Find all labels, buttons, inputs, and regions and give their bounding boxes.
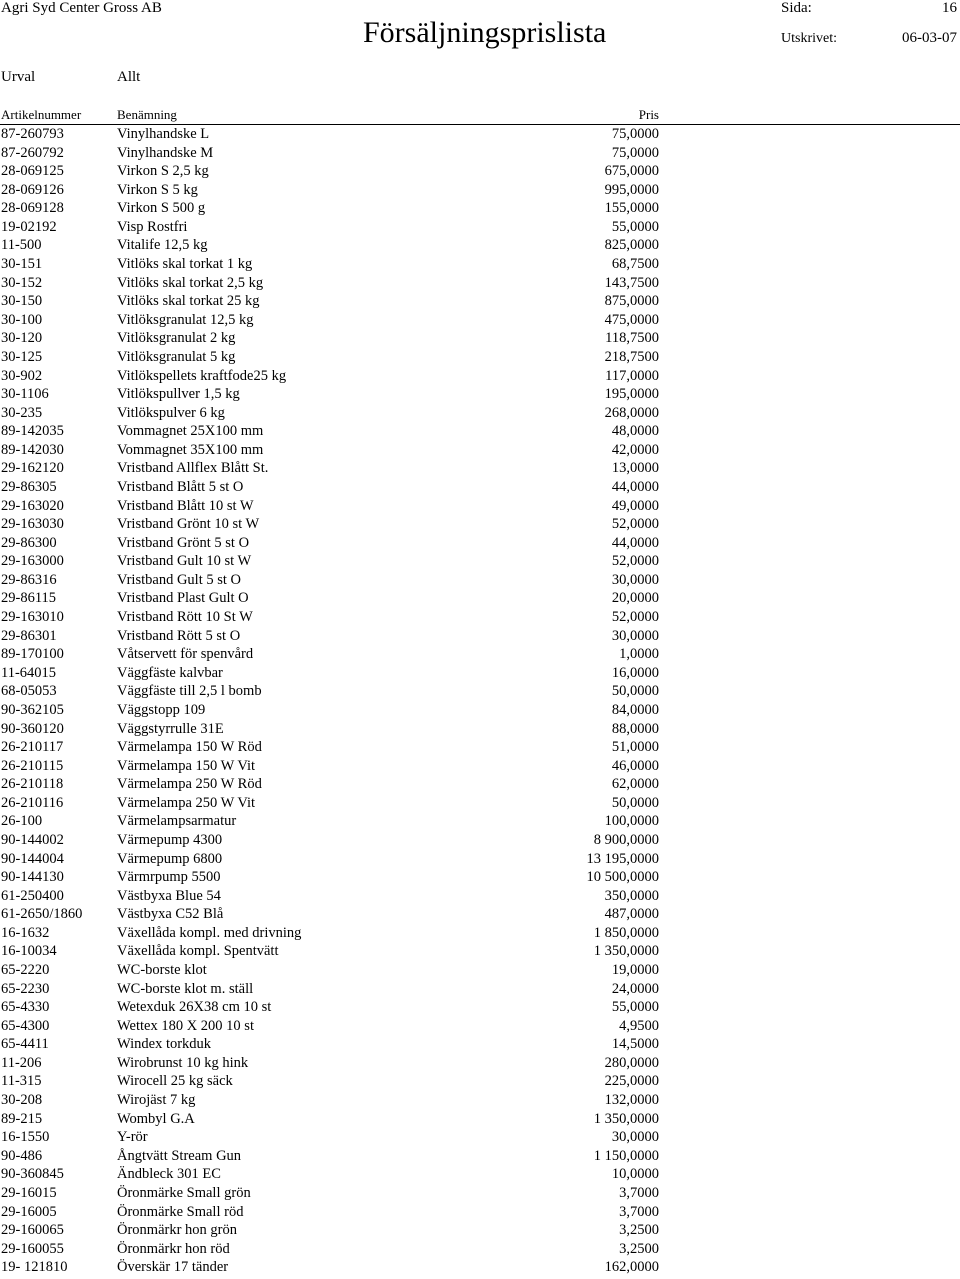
price-value: 195,0000 <box>604 386 659 403</box>
price-value: 20,0000 <box>611 590 659 607</box>
price-value: 3,2500 <box>619 1222 659 1239</box>
product-name: Våtservett för spenvård <box>117 646 254 663</box>
article-number: 28-069125 <box>1 163 64 180</box>
price-value: 13 195,0000 <box>586 850 659 867</box>
table-row <box>0 980 960 999</box>
price-value: 30,0000 <box>611 571 659 588</box>
printed-label: Utskrivet: <box>781 31 837 46</box>
price-value: 132,0000 <box>604 1092 659 1109</box>
price-value: 225,0000 <box>604 1073 659 1090</box>
article-number: 29-16015 <box>1 1184 57 1201</box>
product-name: Värmepump 6800 <box>117 850 223 867</box>
article-number: 89-215 <box>1 1110 43 1127</box>
product-name: Vitlöks skal torkat 2,5 kg <box>117 274 264 291</box>
table-row <box>0 515 960 534</box>
price-value: 52,0000 <box>611 553 659 570</box>
table-row <box>0 831 960 850</box>
price-value: 46,0000 <box>611 757 659 774</box>
table-row <box>0 961 960 980</box>
table-row <box>0 292 960 311</box>
table-row <box>0 1258 960 1277</box>
article-number: 11-500 <box>1 237 42 254</box>
table-row <box>0 664 960 683</box>
table-row <box>0 738 960 757</box>
price-value: 62,0000 <box>611 776 659 793</box>
page-number: 16 <box>942 0 957 16</box>
table-row <box>0 497 960 516</box>
table-row <box>0 812 960 831</box>
product-name: Vristband Allflex Blått St. <box>117 460 269 477</box>
product-name: Värmelampa 250 W Vit <box>117 794 256 811</box>
table-row <box>0 348 960 367</box>
article-number: 90-486 <box>1 1147 43 1164</box>
article-number: 87-260793 <box>1 126 64 142</box>
article-number: 89-170100 <box>1 646 64 663</box>
price-value: 1 150,0000 <box>593 1147 659 1164</box>
table-row <box>0 1184 960 1203</box>
price-value: 75,0000 <box>611 126 659 142</box>
article-number: 90-362105 <box>1 701 64 718</box>
product-name: Wirobrunst 10 kg hink <box>117 1054 249 1071</box>
table-row <box>0 701 960 720</box>
table-row <box>0 1203 960 1222</box>
article-number: 16-1632 <box>1 924 50 941</box>
table-row <box>0 199 960 218</box>
product-name: Y-rör <box>117 1129 148 1146</box>
article-number: 30-902 <box>1 367 43 384</box>
table-row <box>0 942 960 961</box>
product-name: Vinylhandske L <box>117 126 210 142</box>
table-row <box>0 757 960 776</box>
table-row <box>0 589 960 608</box>
article-number: 65-4300 <box>1 1017 50 1034</box>
price-value: 13,0000 <box>611 460 659 477</box>
price-value: 995,0000 <box>604 181 659 198</box>
table-row <box>0 1147 960 1166</box>
price-value: 117,0000 <box>605 367 659 384</box>
article-number: 26-210118 <box>1 776 64 793</box>
table-row <box>0 125 960 144</box>
product-name: Växellåda kompl. med drivning <box>117 924 302 941</box>
article-number: 29-86300 <box>1 534 57 551</box>
product-name: Öronmärke Small röd <box>117 1203 244 1220</box>
table-row <box>0 404 960 423</box>
article-number: 11-315 <box>1 1073 42 1090</box>
product-name: Väggstopp 109 <box>117 701 206 718</box>
article-number: 30-152 <box>1 274 43 291</box>
product-name: Wombyl G.A <box>117 1110 195 1127</box>
selection-label: Urval <box>1 69 36 85</box>
article-number: 29-163030 <box>1 516 64 533</box>
product-name: Väggfäste kalvbar <box>117 664 223 681</box>
article-number: 90-144002 <box>1 831 64 848</box>
price-value: 30,0000 <box>611 627 659 644</box>
product-name: Windex torkduk <box>117 1036 212 1053</box>
product-name: Vitlökspellets kraftfode25 kg <box>117 367 287 384</box>
product-name: Wettex 180 X 200 10 st <box>117 1017 254 1034</box>
product-name: Vitlöks skal torkat 25 kg <box>117 293 260 310</box>
article-number: 29-86115 <box>1 590 57 607</box>
article-number: 30-1106 <box>1 386 49 403</box>
article-number: 29-160055 <box>1 1240 64 1257</box>
price-value: 1,0000 <box>619 646 659 663</box>
product-name: Vitalife 12,5 kg <box>117 237 208 254</box>
table-row <box>0 311 960 330</box>
product-name: Virkon S 2,5 kg <box>117 163 209 180</box>
product-name: Vinylhandske M <box>117 144 214 161</box>
table-row <box>0 1035 960 1054</box>
price-value: 52,0000 <box>611 609 659 626</box>
table-row <box>0 645 960 664</box>
product-name: Öronmärkr hon röd <box>117 1240 230 1257</box>
price-value: 88,0000 <box>611 720 659 737</box>
table-row <box>0 924 960 943</box>
column-header-price: Pris <box>638 107 659 122</box>
price-value: 19,0000 <box>611 962 659 979</box>
price-value: 50,0000 <box>611 683 659 700</box>
product-name: Wetexduk 26X38 cm 10 st <box>117 999 272 1016</box>
article-number: 28-069128 <box>1 200 64 217</box>
article-number: 30-235 <box>1 404 43 421</box>
product-name: Vristband Plast Gult O <box>117 590 249 607</box>
product-name: Vitlöksgranulat 12,5 kg <box>117 311 254 328</box>
product-name: Värmepump 4300 <box>117 831 223 848</box>
product-name: Värmelampsarmatur <box>117 813 237 830</box>
article-number: 29-86305 <box>1 478 57 495</box>
table-row <box>0 571 960 590</box>
article-number: 29-163000 <box>1 553 64 570</box>
table-row <box>0 887 960 906</box>
column-header-article: Artikelnummer <box>1 107 82 122</box>
table-row <box>0 608 960 627</box>
article-number: 65-4411 <box>1 1036 49 1053</box>
product-name: Vitlöksgranulat 2 kg <box>117 330 236 347</box>
product-name: Ångtvätt Stream Gun <box>117 1147 242 1164</box>
product-name: Vristband Grönt 10 st W <box>117 516 260 533</box>
price-value: 50,0000 <box>611 794 659 811</box>
article-number: 16-1550 <box>1 1129 50 1146</box>
product-name: Väggfäste till 2,5 l bomb <box>117 683 262 700</box>
price-value: 3,2500 <box>619 1240 659 1257</box>
article-number: 89-142035 <box>1 423 64 440</box>
price-value: 48,0000 <box>611 423 659 440</box>
price-list-table <box>0 125 960 1277</box>
price-value: 280,0000 <box>604 1054 659 1071</box>
table-row <box>0 534 960 553</box>
table-row <box>0 441 960 460</box>
product-name: Vristband Blått 5 st O <box>117 478 244 495</box>
price-value: 1 350,0000 <box>593 1110 659 1127</box>
table-row <box>0 236 960 255</box>
article-number: 30-151 <box>1 256 43 273</box>
article-number: 90-144004 <box>1 850 64 867</box>
article-number: 29-160065 <box>1 1222 64 1239</box>
article-number: 68-05053 <box>1 683 57 700</box>
article-number: 30-120 <box>1 330 43 347</box>
table-row <box>0 1072 960 1091</box>
product-name: Virkon S 5 kg <box>117 181 198 198</box>
price-value: 49,0000 <box>611 497 659 514</box>
table-row <box>0 274 960 293</box>
article-number: 11-64015 <box>1 664 57 681</box>
product-name: Värmelampa 150 W Röd <box>117 739 262 756</box>
price-value: 8 900,0000 <box>593 831 659 848</box>
price-value: 44,0000 <box>611 534 659 551</box>
table-row <box>0 682 960 701</box>
price-value: 16,0000 <box>611 664 659 681</box>
table-row <box>0 385 960 404</box>
table-row <box>0 1128 960 1147</box>
price-value: 44,0000 <box>611 478 659 495</box>
table-row <box>0 162 960 181</box>
price-value: 155,0000 <box>604 200 659 217</box>
product-name: WC-borste klot m. ställ <box>117 980 254 997</box>
table-row <box>0 459 960 478</box>
price-value: 118,7500 <box>605 330 659 347</box>
product-name: Vristband Gult 10 st W <box>117 553 252 570</box>
table-row <box>0 422 960 441</box>
price-value: 75,0000 <box>611 144 659 161</box>
article-number: 29-163020 <box>1 497 64 514</box>
price-value: 162,0000 <box>604 1259 659 1276</box>
price-value: 51,0000 <box>611 739 659 756</box>
article-number: 65-4330 <box>1 999 50 1016</box>
product-name: Vommagnet 35X100 mm <box>117 441 264 458</box>
price-value: 100,0000 <box>604 813 659 830</box>
price-value: 487,0000 <box>604 906 659 923</box>
article-number: 87-260792 <box>1 144 64 161</box>
product-name: Väggstyrrulle 31E <box>117 720 224 737</box>
product-name: Vitlökspulver 6 kg <box>117 404 225 421</box>
article-number: 30-125 <box>1 348 43 365</box>
article-number: 29-86316 <box>1 571 57 588</box>
article-number: 30-208 <box>1 1092 43 1109</box>
table-row <box>0 255 960 274</box>
page-label: Sida: <box>781 0 812 16</box>
column-header-name: Benämning <box>117 107 177 122</box>
product-name: Visp Rostfri <box>117 218 188 235</box>
price-value: 24,0000 <box>611 980 659 997</box>
article-number: 61-250400 <box>1 887 64 904</box>
table-row <box>0 329 960 348</box>
article-number: 29-163010 <box>1 609 64 626</box>
price-value: 42,0000 <box>611 441 659 458</box>
price-value: 14,5000 <box>611 1036 659 1053</box>
table-row <box>0 1091 960 1110</box>
article-number: 16-10034 <box>1 943 57 960</box>
product-name: Värmelampa 250 W Röd <box>117 776 262 793</box>
table-row <box>0 1017 960 1036</box>
product-name: Överskär 17 tänder <box>117 1259 229 1276</box>
product-name: Öronmärkr hon grön <box>117 1222 238 1239</box>
price-value: 350,0000 <box>604 887 659 904</box>
product-name: WC-borste klot <box>117 962 207 979</box>
product-name: Virkon S 500 g <box>117 200 206 217</box>
product-name: Vristband Blått 10 st W <box>117 497 254 514</box>
product-name: Vitlöksgranulat 5 kg <box>117 348 236 365</box>
product-name: Västbyxa C52 Blå <box>117 906 224 923</box>
product-name: Wirocell 25 kg säck <box>117 1073 233 1090</box>
price-value: 10 500,0000 <box>586 869 659 886</box>
price-value: 3,7000 <box>619 1203 659 1220</box>
price-value: 55,0000 <box>611 218 659 235</box>
price-value: 30,0000 <box>611 1129 659 1146</box>
article-number: 26-210116 <box>1 794 64 811</box>
table-row <box>0 627 960 646</box>
price-value: 218,7500 <box>604 348 659 365</box>
article-number: 30-100 <box>1 311 43 328</box>
article-number: 30-150 <box>1 293 43 310</box>
price-value: 268,0000 <box>604 404 659 421</box>
price-value: 143,7500 <box>604 274 659 291</box>
price-value: 68,7500 <box>611 256 659 273</box>
article-number: 26-210115 <box>1 757 64 774</box>
price-value: 1 850,0000 <box>593 924 659 941</box>
product-name: Vristband Rött 5 st O <box>117 627 241 644</box>
article-number: 19- 121810 <box>1 1259 68 1276</box>
table-row <box>0 181 960 200</box>
product-name: Värmelampa 150 W Vit <box>117 757 256 774</box>
price-value: 4,9500 <box>619 1017 659 1034</box>
product-name: Vitlökspullver 1,5 kg <box>117 386 240 403</box>
product-name: Vristband Grönt 5 st O <box>117 534 250 551</box>
article-number: 28-069126 <box>1 181 64 198</box>
article-number: 19-02192 <box>1 218 57 235</box>
price-value: 3,7000 <box>619 1184 659 1201</box>
price-value: 475,0000 <box>604 311 659 328</box>
product-name: Wirojäst 7 kg <box>117 1092 196 1109</box>
price-value: 52,0000 <box>611 516 659 533</box>
price-value: 825,0000 <box>604 237 659 254</box>
product-name: Öronmärke Small grön <box>117 1184 251 1201</box>
article-number: 90-360845 <box>1 1166 64 1183</box>
table-row <box>0 720 960 739</box>
table-row <box>0 1221 960 1240</box>
table-row <box>0 1110 960 1129</box>
article-number: 65-2220 <box>1 962 50 979</box>
price-value: 10,0000 <box>611 1166 659 1183</box>
table-row <box>0 478 960 497</box>
article-number: 90-144130 <box>1 869 64 886</box>
table-row <box>0 144 960 163</box>
document-title: Försäljningsprislista <box>363 16 607 49</box>
article-number: 29-86301 <box>1 627 57 644</box>
price-value: 875,0000 <box>604 293 659 310</box>
product-name: Vitlöks skal torkat 1 kg <box>117 256 253 273</box>
article-number: 29-16005 <box>1 1203 57 1220</box>
product-name: Ändbleck 301 EC <box>117 1166 221 1183</box>
article-number: 29-162120 <box>1 460 64 477</box>
price-value: 675,0000 <box>604 163 659 180</box>
product-name: Vristband Gult 5 st O <box>117 571 241 588</box>
table-row <box>0 905 960 924</box>
article-number: 89-142030 <box>1 441 64 458</box>
article-number: 11-206 <box>1 1054 42 1071</box>
article-number: 26-100 <box>1 813 43 830</box>
article-number: 61-2650/1860 <box>1 906 83 923</box>
selection-value: Allt <box>117 69 141 85</box>
table-row <box>0 552 960 571</box>
printed-date: 06-03-07 <box>902 30 957 46</box>
table-row <box>0 775 960 794</box>
article-number: 90-360120 <box>1 720 64 737</box>
product-name: Vristband Rött 10 St W <box>117 609 253 626</box>
company-name: Agri Syd Center Gross AB <box>1 0 162 16</box>
table-row <box>0 998 960 1017</box>
product-name: Vommagnet 25X100 mm <box>117 423 264 440</box>
article-number: 26-210117 <box>1 739 64 756</box>
table-row <box>0 1240 960 1259</box>
article-number: 65-2230 <box>1 980 50 997</box>
product-name: Växellåda kompl. Spentvätt <box>117 943 279 960</box>
table-row <box>0 218 960 237</box>
table-row <box>0 868 960 887</box>
price-value: 1 350,0000 <box>593 943 659 960</box>
table-row <box>0 367 960 386</box>
product-name: Västbyxa Blue 54 <box>117 887 221 904</box>
product-name: Värmrpump 5500 <box>117 869 221 886</box>
table-row <box>0 1165 960 1184</box>
price-value: 55,0000 <box>611 999 659 1016</box>
table-row <box>0 794 960 813</box>
table-row <box>0 1054 960 1073</box>
price-value: 84,0000 <box>611 701 659 718</box>
table-row <box>0 850 960 869</box>
